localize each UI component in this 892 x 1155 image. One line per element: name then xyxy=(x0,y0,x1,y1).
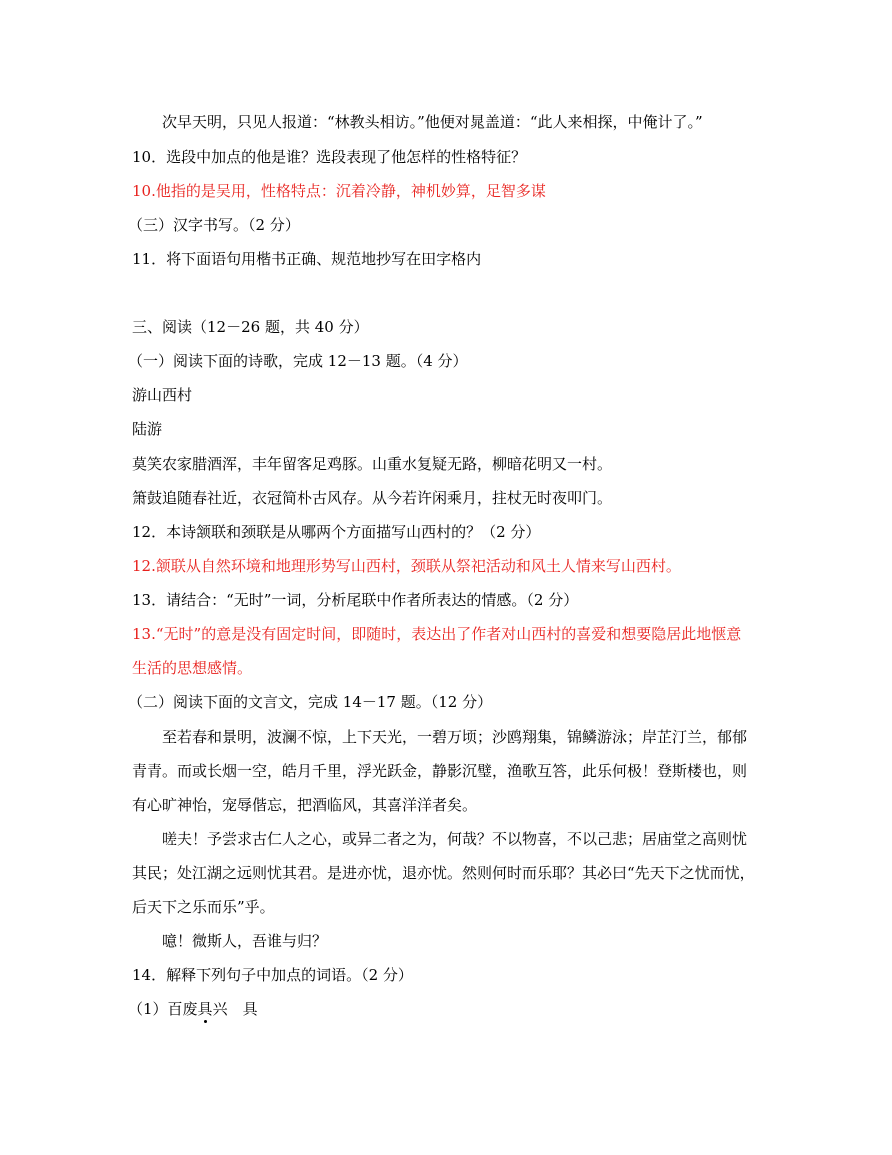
answer-13-line-1: 13.“无时”的意是没有固定时间，即随时，表达出了作者对山西村的喜爱和想要隐居此地惬意 xyxy=(132,625,742,643)
prose-paragraph-1-line-3: 有心旷神怡，宠辱偕忘，把酒临风，其喜洋洋者矣。 xyxy=(132,796,478,814)
prose-paragraph-1-line-1: 至若春和景明，波澜不惊，上下天光，一碧万顷；沙鸥翔集，锦鳞游泳；岸芷汀兰，郁郁 xyxy=(162,728,748,746)
item-prefix: （1）百废 xyxy=(128,1000,198,1018)
prose-paragraph-2-line-2: 其民；处江湖之远则忧其君。是进亦忧，退亦忧。然则何时而乐耶？其必曰“先天下之忧而忧， xyxy=(132,864,755,882)
prose-paragraph-2-line-1: 嗟夫！予尝求古仁人之心，或异二者之为，何哉？不以物喜，不以己悲；居庙堂之高则忧 xyxy=(162,830,748,848)
item-suffix: 兴 具 xyxy=(212,1000,258,1018)
question-11: 11．将下面语句用楷书正确、规范地抄写在田字格内 xyxy=(132,250,482,268)
prose-paragraph-2-line-3: 后天下之乐而乐”乎。 xyxy=(132,898,275,916)
dotted-word: 具 xyxy=(197,1000,213,1018)
poem-author: 陆游 xyxy=(132,420,163,438)
poem-line-1: 莫笑农家腊酒浑，丰年留客足鸡豚。山重水复疑无路，柳暗花明又一村。 xyxy=(132,455,613,473)
question-12: 12．本诗颔联和颈联是从哪两个方面描写山西村的？（2 分） xyxy=(132,523,541,541)
prose-paragraph-1-line-2: 青青。而或长烟一空，皓月千里，浮光跃金，静影沉璧，渔歌互答，此乐何极！登斯楼也，则 xyxy=(132,762,748,780)
answer-13-line-2: 生活的思想感情。 xyxy=(132,659,253,677)
passage-line: 次早天明，只见人报道：“林教头相访。”他便对晁盖道：“此人来相探，中俺计了。” xyxy=(162,113,703,131)
subsection-1-heading: （一）阅读下面的诗歌，完成 12－13 题。（4 分） xyxy=(128,352,468,370)
question-14-item-1 xyxy=(128,998,768,1020)
part-3-heading: 三、阅读（12－26 题，共 40 分） xyxy=(132,318,369,336)
section-3-heading: （三）汉字书写。（2 分） xyxy=(128,216,300,234)
prose-paragraph-3: 噫！微斯人，吾谁与归？ xyxy=(162,932,328,950)
poem-title: 游山西村 xyxy=(132,386,193,404)
answer-12: 12.颔联从自然环境和地理形势写山西村，颈联从祭祀活动和风土人情来写山西村。 xyxy=(132,557,681,575)
question-14: 14．解释下列句子中加点的词语。（2 分） xyxy=(132,966,413,984)
subsection-2-heading: （二）阅读下面的文言文，完成 14－17 题。（12 分） xyxy=(128,693,493,711)
question-10: 10．选段中加点的他是谁？选段表现了他怎样的性格特征？ xyxy=(132,148,527,166)
answer-10: 10.他指的是吴用，性格特点：沉着冷静，神机妙算，足智多谋 xyxy=(132,182,546,200)
question-13: 13．请结合：“无时”一词，分析尾联中作者所表达的情感。（2 分） xyxy=(132,591,579,609)
poem-line-2: 箫鼓追随春社近，衣冠简朴古风存。从今若许闲乘月，拄杖无时夜叩门。 xyxy=(132,489,613,507)
